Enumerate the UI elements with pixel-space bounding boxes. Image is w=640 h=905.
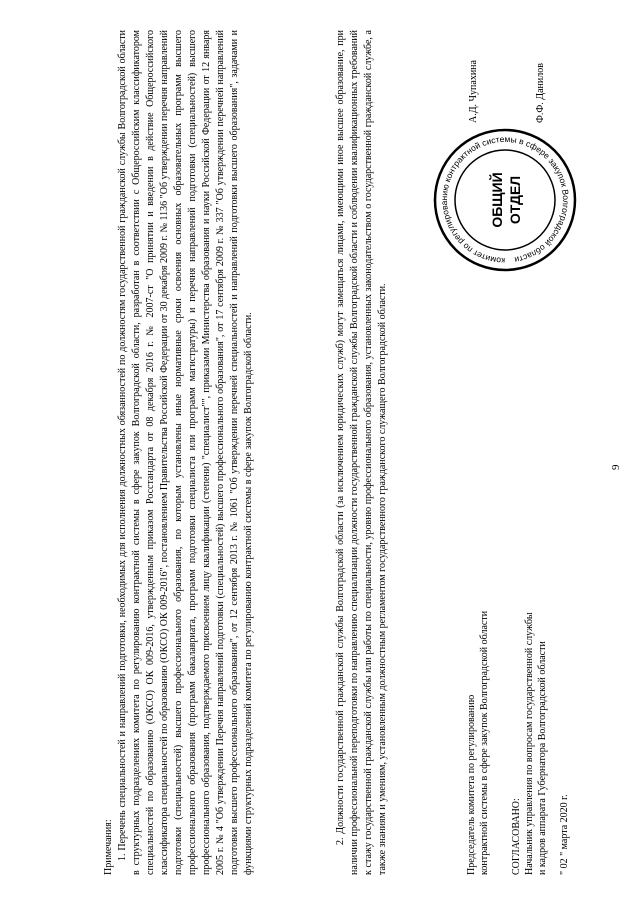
agreed-label: СОГЛАСОВАНО: [511, 798, 522, 875]
agreed-name: Ф.Ф. Данилов [535, 63, 546, 123]
page-number: 9 [610, 464, 622, 470]
stamp-line2: ОТДЕЛ [507, 175, 523, 225]
signing-date: " 02 " марта 2020 г. [559, 794, 570, 875]
note-2: 2. Должности государственной гражданской службы Волгоградской области (за исключением юридических служб) могут замещаться лицами, имеющими иное высшее образование, при наличии профессиональной переподготовки по направлению специализации должности государственной гражданской службы Волгоградской области и соблюдении квалификационных требований к стажу государственной гражданской службы или работы по специальности, уровню профессионального образования, установленных законодательством о государственной гражданской службе, а также знаниям и умениям, установленным должностным регламентом государственного гражданского служащего Волгоградской области. [335, 30, 388, 875]
stamp-line1: ОБЩИЙ [489, 172, 505, 228]
stamp-ring-text: комитет по регулированию контрактной системы в сфере закупок Волгоградской области [438, 133, 572, 267]
agreed-title-line1: Начальник управления по вопросам государственной службы [524, 612, 535, 875]
chairman-signature-block [465, 611, 491, 875]
agreed-title-line2: и кадров аппарата Губернатора Волгоградской области [537, 641, 548, 875]
chairman-name: А.Д. Чупахина [468, 60, 479, 123]
chairman-title-line2: контрактной системы в сфере закупок Волгоградской области [479, 610, 490, 875]
official-seal-stamp [430, 125, 580, 275]
note-1: 1. Перечень специальностей и направлений подготовки, необходимых для исполнения должностных обязанностей по должностям государственной гражданской службы Волгоградской области в структурных подразделениях комитета по регулированию контрактной системы в сфере закупок Волгоградской области, разработан в соответствии с Общероссийским классификатором специальностей по образованию (ОКСО) ОК 009-2016, утвержденным приказом Росстандарта от 08 декабря 2016 г. № 2007-ст "О принятии и введении в действие Общероссийского классификатора специальностей по образованию (ОКСО) ОК 009-2016", постановлением Правительства Российской Федерации от 30 декабря 2009 г. № 1136 "Об утверждении перечня направлений подготовки (специальностей) высшего профессионального образования, по которым установлены иные нормативные сроки освоения основных образовательных программ высшего профессионального образования (программ бакалавриата, программ подготовки специалиста или программ магистратуры) и перечня направлений подготовки (специальностей) высшего профессионального образования, подтверждаемого присвоением лицу квалификации (степени) "специалист"", приказами Министерства образования и науки Российской Федерации от 12 января 2005 г. № 4 "Об утверждении Перечня направлений подготовки (специальностей) высшего профессионального образования", от 17 сентября 2009 г. № 337 "Об утверждении перечней направлений подготовки высшего профессионального образования", от 12 сентября 2013 г. № 1061 "Об утверждении перечней специальностей и направлений подготовки высшего образования", задачами и функциями структурных подразделений комитета по регулированию контрактной системы в сфере закупок Волгоградской области. [117, 30, 254, 875]
notes-title: Примечания: [103, 819, 114, 875]
chairman-title-line1: Председатель комитета по регулированию [466, 694, 477, 875]
svg-text:комитет по регулированию контр [439, 134, 571, 266]
agreed-signature-block [510, 612, 549, 875]
